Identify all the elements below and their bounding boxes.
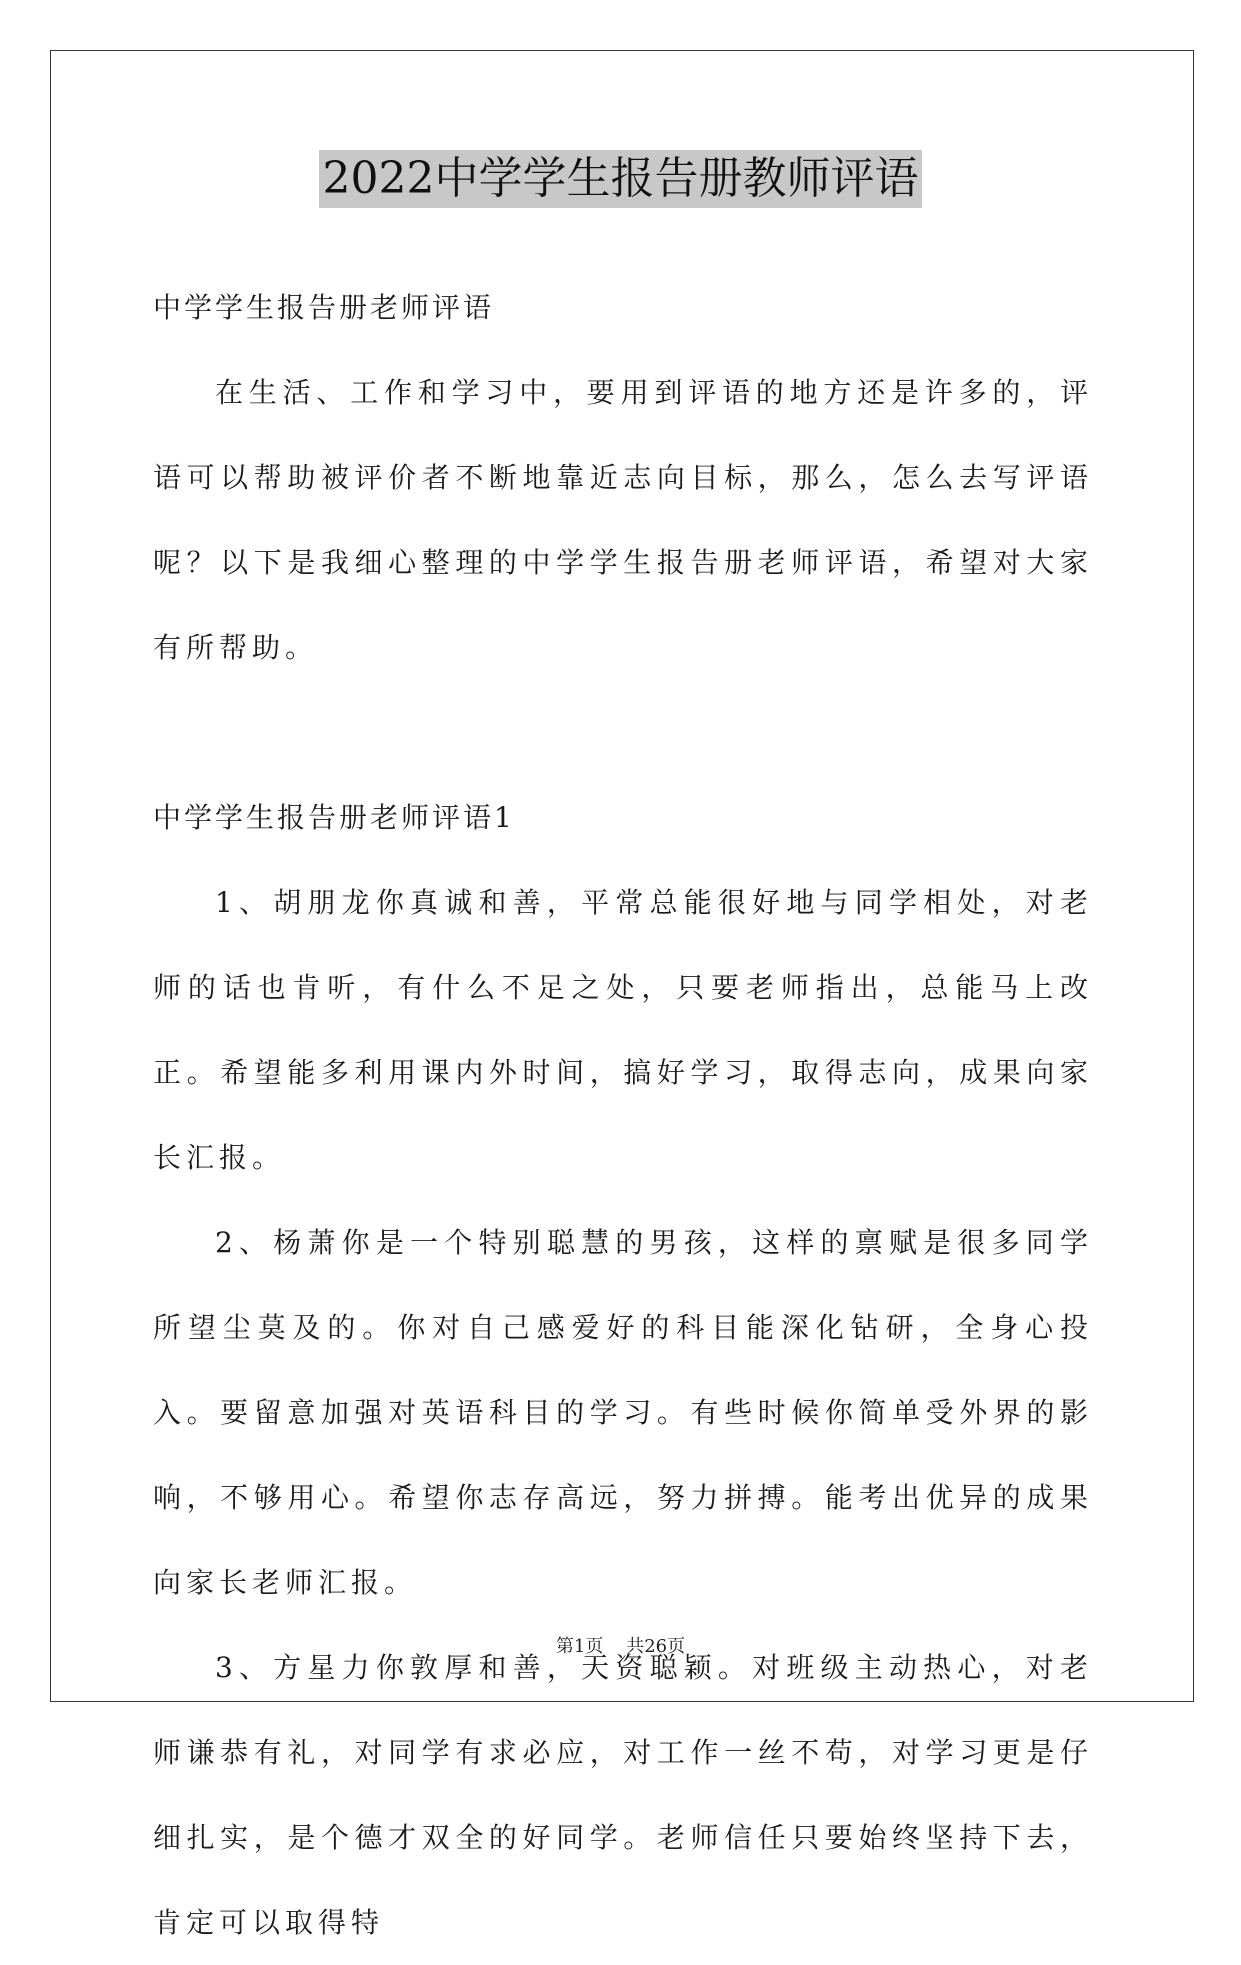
intro-paragraph: 在生活、工作和学习中，要用到评语的地方还是许多的，评语可以帮助被评价者不断地靠近志向目标，那么，怎么去写评语呢？以下是我细心整理的中学学生报告册老师评语，希望对大家有所帮助。 (153, 376, 1093, 664)
section-heading: 中学学生报告册老师评语1 (153, 801, 515, 834)
comment-paragraph-3: 3、方星力你敦厚和善，天资聪颖。对班级主动热心，对老师谦恭有礼，对同学有求必应，对工作一丝不苟，对学习更是仔细扎实，是个德才双全的好同学。老师信任只要始终坚持下去，肯定可以取得特 (153, 1651, 1093, 1939)
comment-paragraph-1: 1、胡朋龙你真诚和善，平常总能很好地与同学相处，对老师的话也肯听，有什么不足之处，只要老师指出，总能马上改正。希望能多利用课内外时间，搞好学习，取得志向，成果向家长汇报。 (153, 886, 1093, 1174)
page-footer (0, 1632, 1241, 1658)
document-body (153, 265, 1093, 1965)
document-subtitle: 中学学生报告册老师评语 (153, 291, 495, 324)
title-container (0, 150, 1241, 208)
page-number: 第1页 (555, 1636, 604, 1657)
page-total: 共26页 (626, 1636, 686, 1657)
comment-paragraph-2: 2、杨萧你是一个特别聪慧的男孩，这样的禀赋是很多同学所望尘莫及的。你对自己感爱好的科目能深化钻研，全身心投入。要留意加强对英语科目的学习。有些时候你简单受外界的影响，不够用心。希望你志存高远，努力拼搏。能考出优异的成果向家长老师汇报。 (153, 1226, 1093, 1599)
spacer (153, 690, 1093, 775)
document-title: 2022中学学生报告册教师评语 (319, 150, 923, 208)
